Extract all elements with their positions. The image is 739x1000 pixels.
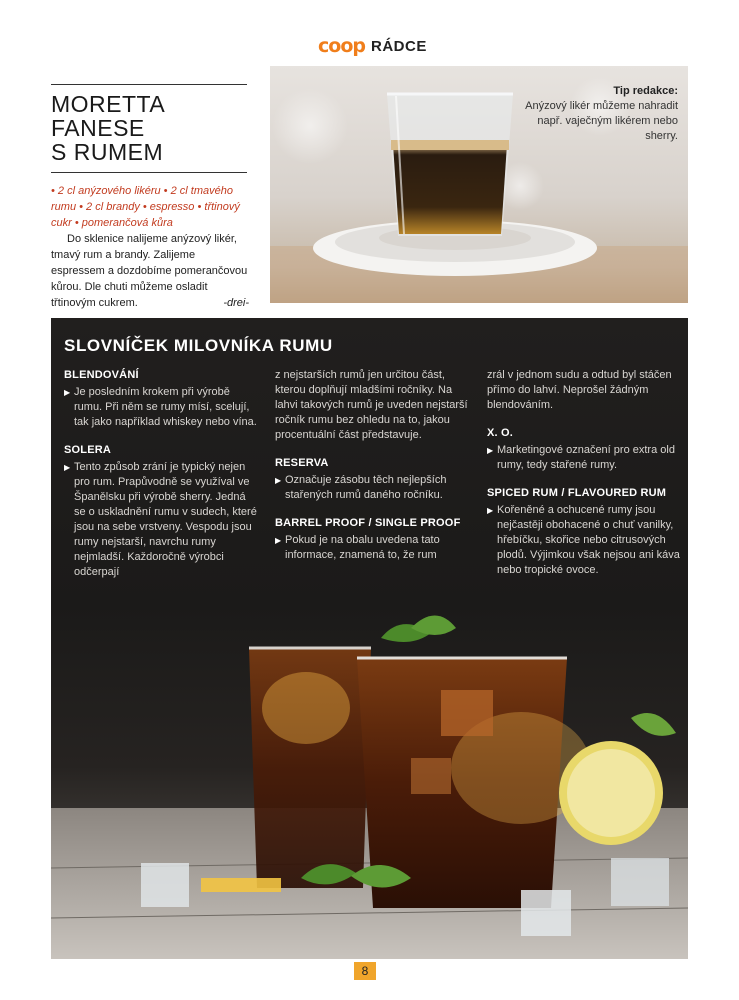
title-rule-top bbox=[51, 84, 247, 85]
editor-tip bbox=[518, 84, 678, 144]
triangle-right-icon: ▶ bbox=[64, 388, 71, 397]
triangle-right-icon: ▶ bbox=[487, 506, 494, 515]
term-blendovani: BLENDOVÁNÍ bbox=[64, 369, 139, 381]
definition-spiced-rum bbox=[487, 503, 682, 578]
definition-blendovani bbox=[64, 385, 259, 430]
definition-text: Kořeněné a ochucené rumy jsou nejčastěji obohacené o chuť vanilky, hřebíčku, skořice nebo citrusových plodů. Výjimkou však nejsou ani káva nebo tropické ovoce. bbox=[497, 504, 680, 576]
tip-text: Anýzový likér můžeme nahradit např. vaječným likérem nebo sherry. bbox=[525, 100, 678, 142]
term-xo: X. O. bbox=[487, 427, 514, 439]
term-solera: SOLERA bbox=[64, 444, 112, 456]
rum-glasses-illustration bbox=[51, 608, 688, 959]
term-spiced-rum: SPICED RUM / FLAVOURED RUM bbox=[487, 487, 667, 499]
term-reserva: RESERVA bbox=[275, 457, 329, 469]
definition-text: Je posledním krokem při výrobě rumu. Při něm se rumy mísí, scelují, tak jako například whiskey nebo vína. bbox=[74, 386, 257, 428]
term-barrel-proof: BARREL PROOF / SINGLE PROOF bbox=[275, 517, 461, 529]
glossary-section bbox=[51, 318, 688, 959]
definition-solera bbox=[64, 460, 259, 580]
recipe-ingredients: • 2 cl anýzového likéru • 2 cl tmavého rumu • 2 cl brandy • espresso • třtinový cukr • pomerančová kůra bbox=[51, 185, 240, 229]
recipe-title bbox=[51, 92, 251, 164]
glossary-column-3 bbox=[487, 368, 682, 591]
triangle-right-icon: ▶ bbox=[64, 463, 71, 472]
triangle-right-icon: ▶ bbox=[487, 446, 494, 455]
definition-solera-continued: z nejstarších rumů jen určitou část, kterou doplňují mladšími ročníky. Na lahvi takových rumů je uveden nejstarší ročník rumu bez ohledu na to, jakou procentuální část představuje. bbox=[275, 369, 468, 441]
recipe-method-text: Do sklenice nalijeme anýzový likér, tmavý rum a brandy. Zalijeme espressem a dozdobíme pomerančovou kůrou. Dle chuti můžeme osladit třtinovým cukrem. bbox=[51, 233, 248, 309]
title-rule-bottom bbox=[51, 172, 247, 173]
glossary-column-1 bbox=[64, 368, 259, 593]
triangle-right-icon: ▶ bbox=[275, 536, 282, 545]
page-number: 8 bbox=[354, 962, 376, 980]
brand-name: RÁDCE bbox=[370, 37, 427, 55]
definition-text: Pokud je na obalu uvedena tato informace, znamená to, že rum bbox=[285, 534, 440, 561]
tip-label: Tip redakce: bbox=[613, 85, 678, 97]
definition-reserva bbox=[275, 473, 470, 503]
brand-header bbox=[318, 36, 427, 56]
definition-barrel-continued: zrál v jednom sudu a odtud byl stáčen přímo do lahví. Neprošel žádným blendováním. bbox=[487, 369, 672, 411]
recipe-title-line: MORETTA bbox=[51, 91, 166, 117]
glossary-column-2 bbox=[275, 368, 470, 576]
definition-text: Označuje zásobu těch nejlepších stařených rumů daného ročníku. bbox=[285, 474, 447, 501]
recipe-title-line: FANESE bbox=[51, 115, 145, 141]
definition-barrel-proof bbox=[275, 533, 470, 563]
glossary-title: SLOVNÍČEK MILOVNÍKA RUMU bbox=[64, 336, 333, 355]
coffee-photo bbox=[270, 66, 688, 303]
definition-text: Tento způsob zrání je typický nejen pro rum. Prapůvodně se využíval ve Španělsku při výrobě sherry. Jedná se o uskladnění rumu v sudech, které jsou na sebe vrstveny. Vespodu jsou rumy nejstarší, navrchu rumy nejmladší. Každoročně výrobci odčerpají bbox=[74, 461, 257, 578]
definition-xo bbox=[487, 443, 682, 473]
coop-logo: coop bbox=[318, 35, 365, 57]
recipe-title-line: S RUMEM bbox=[51, 139, 164, 165]
recipe-method bbox=[51, 231, 249, 311]
recipe-signature: -drei- bbox=[223, 297, 249, 309]
definition-text: Marketingové označení pro extra old rumy, tedy stařené rumy. bbox=[497, 444, 675, 471]
triangle-right-icon: ▶ bbox=[275, 476, 282, 485]
